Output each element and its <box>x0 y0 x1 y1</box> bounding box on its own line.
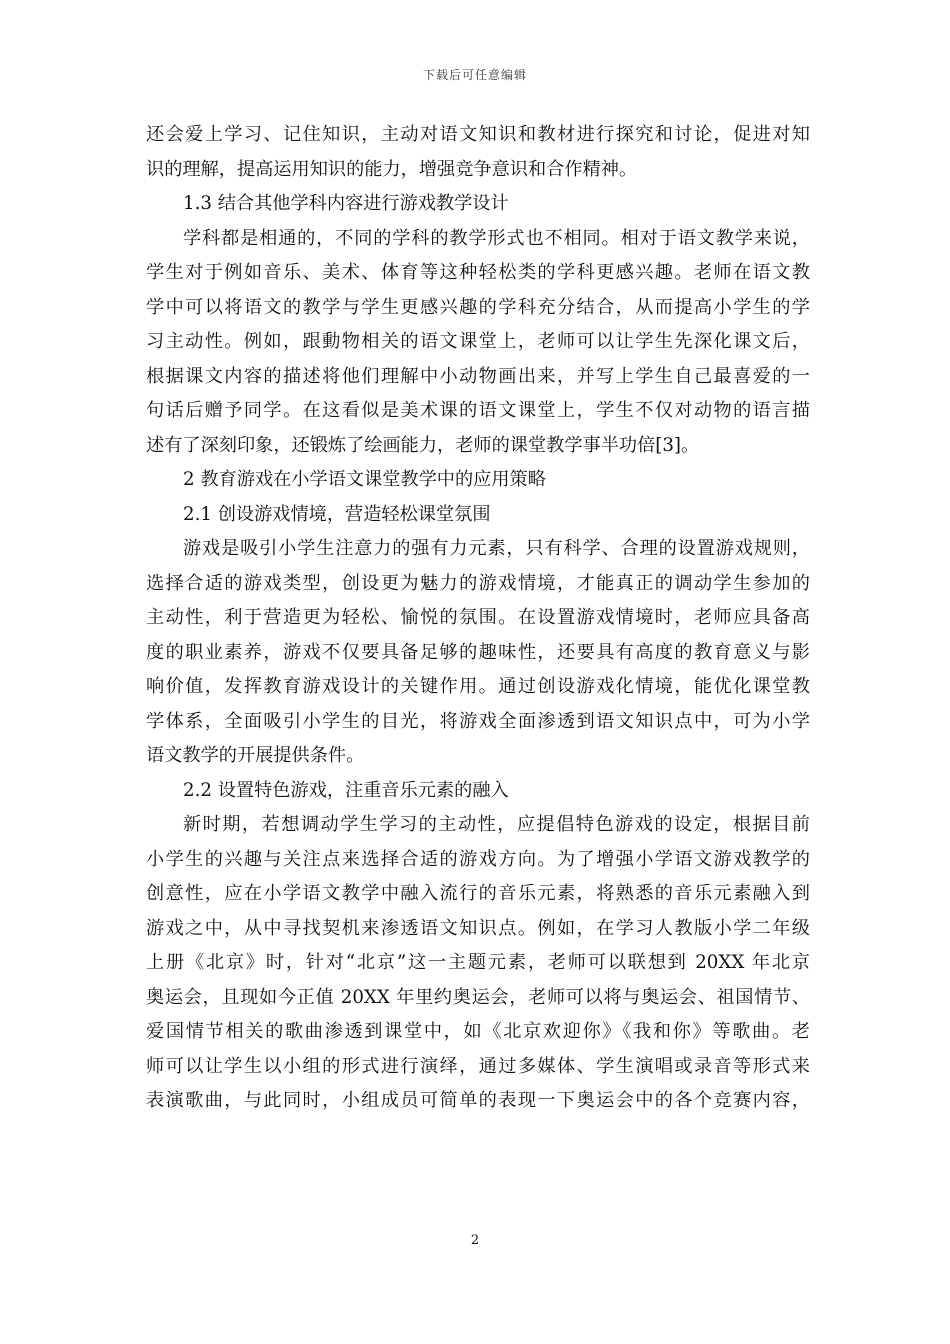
text-line: 爱国情节相关的歌曲渗透到课堂中，如《北京欢迎你》《我和你》等歌曲。老 <box>146 1021 810 1042</box>
text-line: 还会爱上学习、记住知识，主动对语文知识和教材进行探究和讨论，促进对知 <box>146 124 810 145</box>
text-line: 识的理解，提高运用知识的能力，增强竞争意识和合作精神。 <box>146 158 638 180</box>
page-number: 2 <box>470 1233 480 1248</box>
section-heading-2-2: 2.2 设置特色游戏，注重音乐元素的融入 <box>183 779 509 801</box>
text-line: 创意性，应在小学语文教学中融入流行的音乐元素，将熟悉的音乐元素融入到 <box>146 883 810 904</box>
text-line: 响价值，发挥教育游戏设计的关键作用。通过创设游戏化情境，能优化课堂教 <box>146 676 810 697</box>
section-heading-1-3: 1.3 结合其他学科内容进行游戏教学设计 <box>183 193 509 214</box>
document-body <box>146 118 810 1119</box>
text-line: 语文教学的开展提供条件。 <box>146 745 365 766</box>
text-line: 句话后赠予同学。在这看似是美术课的语文课堂上，学生不仅对动物的语言描 <box>146 400 810 421</box>
text-line: 游戏之中，从中寻找契机来渗透语文知识点。例如，在学习人教版小学二年级 <box>146 917 810 939</box>
text-line: 选择合适的游戏类型，创设更为魅力的游戏情境，才能真正的调动学生参加的 <box>146 572 810 594</box>
text-line: 习主动性。例如，跟動物相关的语文课堂上，老师可以让学生先深化课文后， <box>146 331 810 352</box>
text-line: 学科都是相通的，不同的学科的教学形式也不相同。相对于语文教学来说， <box>183 227 810 249</box>
text-line: 度的职业素养，游戏不仅要具备足够的趣味性，还要具有高度的教育意义与影 <box>146 641 810 663</box>
text-line: 根据课文内容的描述将他们理解中小动物画出来，并写上学生自己最喜爱的一 <box>146 365 810 387</box>
section-heading-2-1: 2.1 创设游戏情境，营造轻松课堂氛围 <box>183 503 491 525</box>
section-heading-2: 2 教育游戏在小学语文课堂教学中的应用策略 <box>183 469 546 490</box>
text-line: 奥运会，且现如今正值 20XX 年里约奥运会，老师可以将与奥运会、祖国情节、 <box>146 986 810 1008</box>
text-line: 主动性，利于营造更为轻松、愉悦的氛围。在设置游戏情境时，老师应具备高 <box>146 607 810 628</box>
text-line: 学生对于例如音乐、美术、体育等这种轻松类的学科更感兴趣。老师在语文教 <box>146 262 810 283</box>
text-line: 师可以让学生以小组的形式进行演绎，通过多媒体、学生演唱或录音等形式来 <box>146 1055 810 1077</box>
text-line: 上册《北京》时，针对“北京”这一主题元素，老师可以联想到 20XX 年北京 <box>146 952 810 973</box>
text-line: 学中可以将语文的教学与学生更感兴趣的学科充分结合，从而提高小学生的学 <box>146 296 810 318</box>
text-line: 小学生的兴趣与关注点来选择合适的游戏方向。为了增强小学语文游戏教学的 <box>146 848 810 870</box>
text-line: 游戏是吸引小学生注意力的强有力元素，只有科学、合理的设置游戏规则， <box>183 538 810 559</box>
text-line: 新时期，若想调动学生学习的主动性，应提倡特色游戏的设定，根据目前 <box>183 814 810 835</box>
page-header: 下载后可任意编辑 <box>422 68 527 82</box>
text-line: 表演歌曲，与此同时，小组成员可简单的表现一下奥运会中的各个竞赛内容， <box>146 1090 810 1111</box>
text-line: 学体系，全面吸引小学生的目光，将游戏全面渗透到语文知识点中，可为小学 <box>146 710 810 732</box>
text-line: 述有了深刻印象，还锻炼了绘画能力，老师的课堂教学事半功倍[3]。 <box>146 434 700 456</box>
